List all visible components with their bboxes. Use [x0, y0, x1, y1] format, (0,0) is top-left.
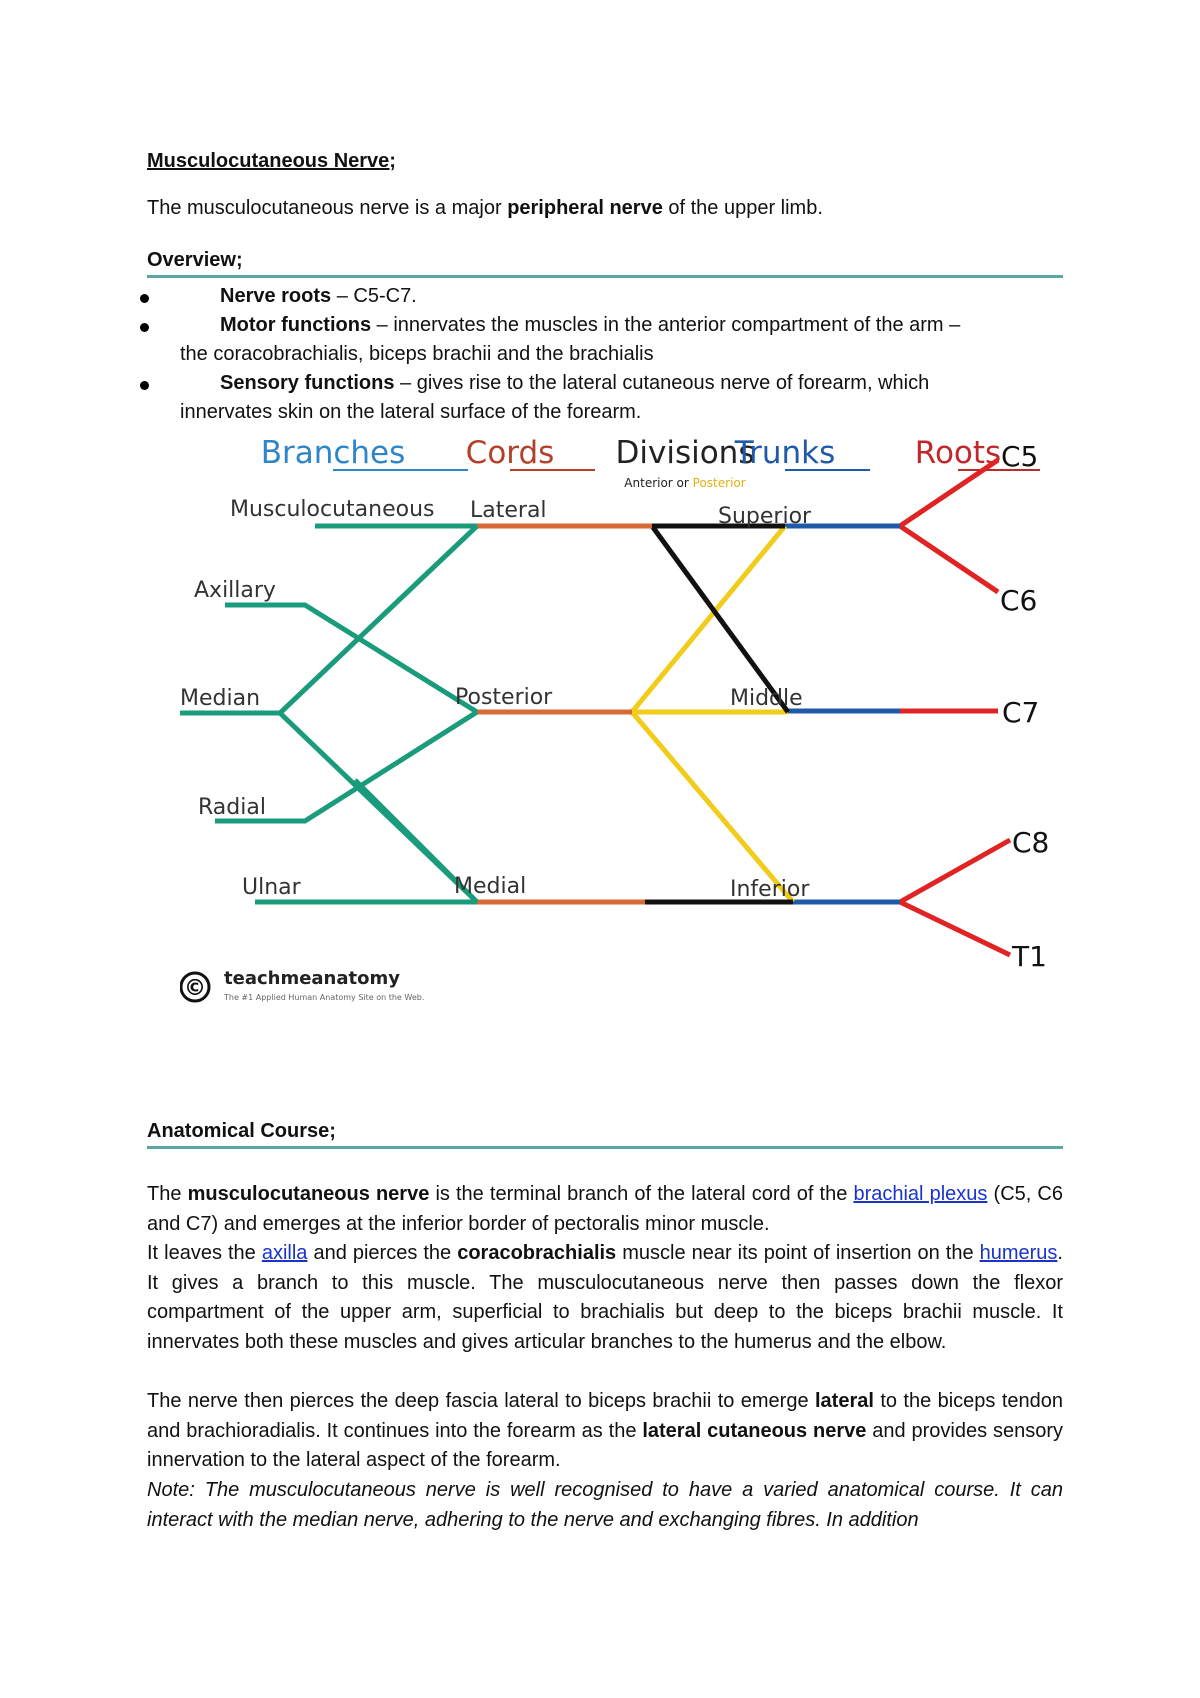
trunk-label-superior: Superior [718, 504, 812, 529]
course-paragraph-3 [147, 1387, 1063, 1476]
bullet-text: – innervates the muscles in the anterior compartment of the arm – [371, 314, 961, 336]
brachial-plexus-link[interactable]: brachial plexus [853, 1183, 988, 1205]
branch-label-median: Median [180, 686, 261, 711]
bullet-text: – C5-C7. [331, 285, 417, 307]
course-paragraph-1 [147, 1180, 1063, 1239]
header-roots: Roots [914, 435, 1002, 471]
divisions-note [624, 476, 745, 490]
text-run: (C5, C6 and C7) and emerges at the inferior border of pectoralis minor muscle. [147, 1183, 1063, 1235]
root-line-c6 [900, 526, 998, 592]
text-run: The nerve then pierces the deep fascia lateral to biceps brachii to emerge [147, 1390, 815, 1412]
intro-bold-term: peripheral nerve [507, 197, 663, 219]
branch-label-radial: Radial [198, 795, 266, 820]
posterior-division-superior [632, 526, 785, 712]
text-run: The [147, 1183, 188, 1205]
posterior-division-lines [632, 526, 793, 902]
bullet-dot-icon [140, 323, 149, 332]
header-trunks: Trunks [734, 435, 836, 471]
intro-sentence [147, 197, 823, 220]
bullet-term: Nerve roots [220, 285, 332, 307]
brachial-plexus-diagram [180, 430, 1080, 1100]
branch-label-musculocutaneous: Musculocutaneous [230, 497, 435, 522]
overview-bullet-list [140, 282, 1070, 427]
root-line-c8 [900, 840, 1010, 902]
bold-term: musculocutaneous nerve [187, 1183, 430, 1205]
bullet-item-sensory-functions [140, 369, 1070, 427]
teachmeanatomy-logo [181, 968, 424, 1002]
cord-lines [477, 526, 652, 902]
copyright-symbol: © [184, 976, 206, 1001]
header-branches: Branches [260, 435, 406, 471]
trunk-label-inferior: Inferior [730, 877, 810, 902]
logo-name: teachmeanatomy [224, 968, 400, 989]
bullet-term: Motor functions [220, 314, 372, 336]
text-run: and provides sensory innervation to the lateral aspect of the forearm. [147, 1419, 1063, 1471]
root-lines [900, 460, 1010, 955]
bullet-continuation: innervates skin on the lateral surface of the forearm. [180, 401, 642, 423]
humerus-link[interactable]: humerus [979, 1242, 1058, 1264]
root-label-c7: C7 [1002, 696, 1040, 729]
branch-line-axillary [225, 605, 477, 712]
text-run: to the biceps tendon and brachioradialis. It continues into the forearm as the [147, 1390, 1063, 1442]
posterior-division-inferior [632, 712, 793, 902]
root-labels [1000, 440, 1049, 973]
root-label-c5: C5 [1001, 440, 1039, 473]
trunk-label-middle: Middle [730, 686, 803, 711]
root-label-c6: C6 [1000, 584, 1038, 617]
bullet-term: Sensory functions [220, 372, 395, 394]
overview-rule [147, 275, 1063, 278]
intro-text-before: The musculocutaneous nerve is a major [147, 197, 508, 219]
bullet-item-motor-functions [140, 311, 1070, 369]
text-run: muscle near its point of insertion on the [616, 1242, 980, 1264]
cord-label-lateral: Lateral [470, 498, 547, 523]
text-run: and pierces the [307, 1242, 458, 1264]
overview-heading: Overview; [147, 249, 243, 271]
root-line-t1 [900, 902, 1010, 955]
trunk-lines [785, 526, 900, 902]
anterior-division-middle [652, 526, 788, 712]
header-divisions: Divisions [615, 435, 755, 471]
bullet-item-nerve-roots [140, 282, 1070, 311]
bullet-dot-icon [140, 381, 149, 390]
intro-text-after: of the upper limb. [662, 197, 823, 219]
cord-label-posterior: Posterior [455, 685, 553, 710]
bold-term: lateral [815, 1390, 874, 1412]
course-note: Note: The musculocutaneous nerve is well recognised to have a varied anatomical course. It can interact with the median nerve, adhering to the nerve and exchanging fibres. In addition [147, 1479, 1063, 1531]
root-label-c8: C8 [1012, 826, 1050, 859]
bullet-dot-icon [140, 294, 149, 303]
root-label-t1: T1 [1012, 940, 1047, 973]
bullet-continuation: the coracobrachialis, biceps brachii and the brachialis [180, 343, 654, 365]
branch-label-ulnar: Ulnar [242, 875, 301, 900]
anatomical-course-heading: Anatomical Course; [147, 1120, 336, 1142]
logo-tagline: The #1 Applied Human Anatomy Site on the Web. [224, 993, 425, 1002]
divisions-note-anterior: Anterior or [624, 476, 693, 490]
bold-term: coracobrachialis [457, 1242, 617, 1264]
text-run: . It gives a branch to this muscle. The musculocutaneous nerve then passes down the flexor compartment of the upper arm, superficial to brachialis but deep to the biceps brachii muscle. It innervates both these muscles and gives articular branches to the humerus and the elbow. [147, 1242, 1063, 1353]
bold-term: lateral cutaneous nerve [642, 1419, 867, 1442]
header-cords: Cords [465, 435, 555, 471]
branch-labels [180, 497, 435, 900]
branch-label-axillary: Axillary [194, 578, 276, 603]
text-run: is the terminal branch of the lateral cord of the [429, 1183, 854, 1205]
cord-labels [454, 498, 553, 899]
anatomical-course-rule [147, 1146, 1063, 1149]
cord-label-medial: Medial [454, 874, 527, 899]
divisions-note-posterior: Posterior [692, 476, 746, 490]
course-paragraph-2 [147, 1239, 1063, 1357]
page-title: Musculocutaneous Nerve; [147, 150, 396, 172]
axilla-link[interactable]: axilla [261, 1242, 308, 1264]
bullet-text: – gives rise to the lateral cutaneous nerve of forearm, which [394, 372, 930, 394]
branch-line-median [280, 526, 477, 902]
trunk-labels [718, 504, 812, 902]
text-run: It leaves the [147, 1242, 262, 1264]
